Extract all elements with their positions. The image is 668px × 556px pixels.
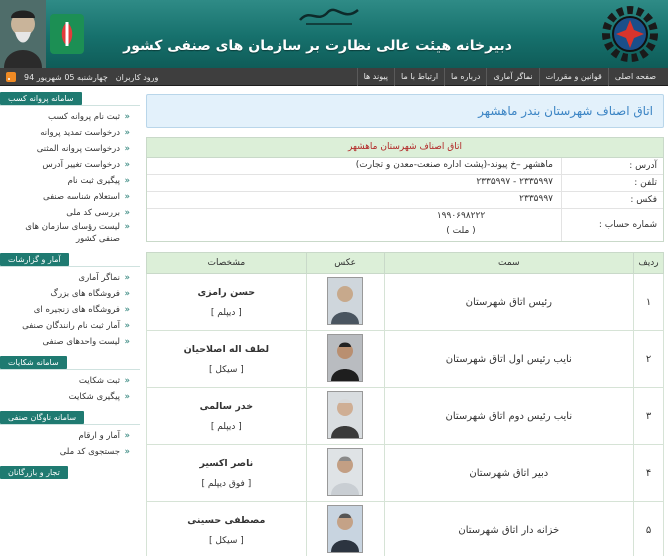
portrait-image xyxy=(0,0,46,68)
nav-laws[interactable]: قوانین و مقررات xyxy=(539,68,608,86)
row-number: ۴ xyxy=(634,445,664,502)
member-photo xyxy=(327,334,363,382)
sidebar-section-title: سامانه پروانه کسب xyxy=(0,92,82,105)
member-name: لطف اله اصلاحیان xyxy=(183,343,270,355)
nav-utility xyxy=(6,68,158,86)
table-header-row xyxy=(147,253,664,274)
member-name: حسن رامزی xyxy=(197,286,256,298)
page-title-box xyxy=(146,94,664,128)
row-number: ۲ xyxy=(634,331,664,388)
row-position: دبیر اتاق شهرستان xyxy=(384,445,633,502)
info-row-address xyxy=(147,158,663,175)
info-label: تلفن : xyxy=(561,175,663,191)
nav-about[interactable]: درباره ما xyxy=(444,68,486,86)
table-row xyxy=(147,388,664,445)
sidebar-link[interactable]: « درخواست پروانه المثنی xyxy=(4,141,130,157)
site-header xyxy=(0,0,668,68)
chamber-info-title: اتاق اصناف شهرستان ماهشهر xyxy=(147,138,663,158)
member-degree: [ دیپلم ] xyxy=(210,307,242,318)
col-header-num: ردیف xyxy=(634,253,664,274)
table-row xyxy=(147,274,664,331)
info-value: ۲۳۳۵۹۹۷ - ۲۳۳۵۹۹۷ xyxy=(476,177,553,187)
col-header-photo: عکس xyxy=(306,253,384,274)
sidebar-link[interactable]: « استعلام شناسه صنفی xyxy=(4,189,130,205)
info-value: ۲۳۳۵۹۹۷ xyxy=(519,194,553,204)
top-navbar xyxy=(0,68,668,86)
row-position: نایب رئیس اول اتاق شهرستان xyxy=(384,331,633,388)
row-number: ۳ xyxy=(634,388,664,445)
rss-icon[interactable] xyxy=(6,72,16,82)
nav-stats[interactable]: نماگر آماری xyxy=(486,68,538,86)
member-photo xyxy=(327,391,363,439)
members-table xyxy=(146,252,664,556)
sidebar-link[interactable]: « بررسی کد ملی xyxy=(4,205,130,221)
gear-logo-icon xyxy=(596,2,664,66)
sidebar-link[interactable]: « درخواست تغییر آدرس xyxy=(4,157,130,173)
sidebar-link[interactable]: « پیگیری شکایت xyxy=(4,389,130,405)
sidebar-section-title: تجار و بازرگانان xyxy=(0,466,68,479)
sidebar-section-title: سامانه شکایات xyxy=(0,356,67,369)
member-degree: [ سیکل ] xyxy=(208,364,244,375)
row-number: ۵ xyxy=(634,502,664,556)
col-header-position: سمت xyxy=(384,253,633,274)
sidebar-link[interactable]: « جستجوی کد ملی xyxy=(4,444,130,460)
sidebar-section-title: آمار و گزارشات xyxy=(0,253,69,266)
member-degree: [ فوق دیپلم ] xyxy=(201,478,252,489)
member-photo xyxy=(327,448,363,496)
row-position: رئیس اتاق شهرستان xyxy=(384,274,633,331)
member-degree: [ دیپلم ] xyxy=(210,421,242,432)
table-row xyxy=(147,331,664,388)
sidebar-section-complaints xyxy=(0,356,140,405)
member-name: مصطفی حسینی xyxy=(187,514,266,526)
row-position: خزانه دار اتاق شهرستان xyxy=(384,502,633,556)
calligraphy-icon xyxy=(296,2,362,28)
chamber-info-box xyxy=(146,137,664,242)
sidebar-link[interactable]: « فروشگاه های زنجیره ای xyxy=(4,302,130,318)
sidebar-link[interactable]: « درخواست تمدید پروانه xyxy=(4,125,130,141)
info-label: فکس : xyxy=(561,192,663,208)
info-label: آدرس : xyxy=(561,158,663,174)
member-photo xyxy=(327,505,363,553)
sidebar-link[interactable]: « ثبت شکایت xyxy=(4,373,130,389)
sidebar-link[interactable]: « آمار و ارقام xyxy=(4,428,130,444)
table-row xyxy=(147,502,664,556)
member-name: ناصر اکسیر xyxy=(199,457,254,469)
table-row xyxy=(147,445,664,502)
login-link[interactable]: ورود کاربران xyxy=(115,72,159,82)
sidebar-section-business-license xyxy=(0,92,140,247)
main-content xyxy=(146,94,664,556)
nav-menu xyxy=(357,68,662,86)
sidebar-section-fleet xyxy=(0,411,140,460)
current-date: چهارشنبه 05 شهریور 94 xyxy=(24,72,108,82)
member-degree: [ سیکل ] xyxy=(208,535,244,546)
row-number: ۱ xyxy=(634,274,664,331)
sidebar-section-traders xyxy=(0,466,140,479)
sidebar-link[interactable]: « لیست رؤسای سازمان های صنفی کشور xyxy=(4,221,130,247)
nav-home[interactable]: صفحه اصلی xyxy=(608,68,662,86)
sidebar-section-stats xyxy=(0,253,140,350)
member-name: خدر سالمی xyxy=(199,400,254,412)
sidebar-link[interactable]: « پیگیری ثبت نام xyxy=(4,173,130,189)
site-title: دبیرخانه هیئت عالی نظارت بر سازمان های صنفی کشور xyxy=(123,38,512,54)
sidebar-section-title: سامانه ناوگان صنفی xyxy=(0,411,84,424)
emblem-icon xyxy=(50,14,84,54)
info-row-account xyxy=(147,209,663,241)
sidebar-link[interactable]: « آمار ثبت نام رانندگان صنفی xyxy=(4,318,130,334)
member-photo xyxy=(327,277,363,325)
nav-contact[interactable]: ارتباط با ما xyxy=(394,68,444,86)
col-header-spec: مشخصات xyxy=(147,253,307,274)
sidebar-link[interactable]: « فروشگاه های بزرگ xyxy=(4,286,130,302)
sidebar-link[interactable]: « لیست واحدهای صنفی xyxy=(4,334,130,350)
page-title: اتاق اصناف شهرستان بندر ماهشهر xyxy=(478,104,653,118)
info-value: ماهشهر –خ پیوند-(پشت اداره صنعت-معدن و تجارت) xyxy=(355,160,553,170)
sidebar xyxy=(0,92,140,556)
bank-name: ( ملت ) xyxy=(446,226,476,236)
account-number: ۱۹۹۰۶۹۸۲۲۲ xyxy=(436,211,486,221)
info-row-phone xyxy=(147,175,663,192)
sidebar-link[interactable]: « نماگر آماری xyxy=(4,270,130,286)
row-position: نایب رئیس دوم اتاق شهرستان xyxy=(384,388,633,445)
info-label: شماره حساب : xyxy=(561,209,663,241)
info-row-fax xyxy=(147,192,663,209)
nav-links[interactable]: پیوند ها xyxy=(357,68,394,86)
sidebar-link[interactable]: « ثبت نام پروانه کسب xyxy=(4,109,130,125)
